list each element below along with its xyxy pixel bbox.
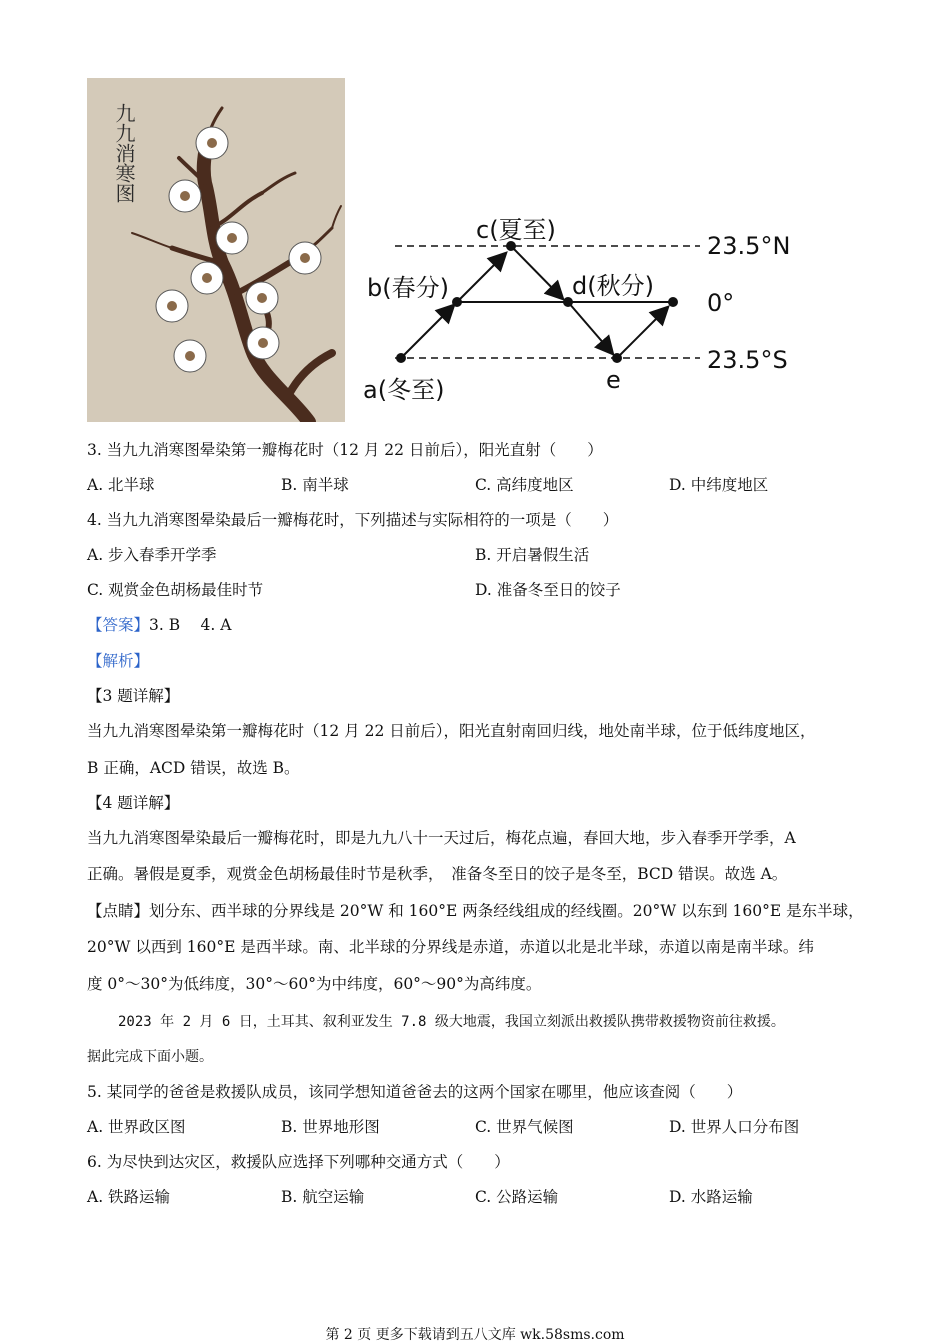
tip-line-1: 【点睛】划分东、西半球的分界线是 20°W 和 160°E 两条经线组成的经线圈。20°W 以东到 160°E 是东半球， <box>87 902 864 920</box>
q4-option-c: C. 观赏金色胡杨最佳时节 <box>87 581 264 599</box>
q4-option-d: D. 准备冬至日的饺子 <box>475 581 621 599</box>
q6-stem: 6. 为尽快到达灾区，救援队应选择下列哪种交通方式（ ） <box>87 1153 510 1171</box>
q5-stem: 5. 某同学的爸爸是救援队成员，该同学想知道爸爸去的这两个国家在哪里，他应该查阅（ ） <box>87 1083 743 1101</box>
q3-stem: 3. 当九九消寒图晕染第一瓣梅花时（12 月 22 日前后），阳光直射（ ） <box>87 441 603 459</box>
q5-option-c: C. 世界气候图 <box>475 1118 574 1136</box>
label-c: c(夏至) <box>476 216 556 244</box>
answer-text: 3. B 4. A <box>149 616 232 634</box>
q3-option-a: A. 北半球 <box>87 476 155 494</box>
answer-line <box>87 615 231 635</box>
label-b: b(春分) <box>367 274 449 302</box>
painting-title: 九九消寒图 <box>112 103 136 203</box>
detail-4-line-1: 当九九消寒图晕染最后一瓣梅花时，即是九九八十一天过后，梅花点遍，春回大地，步入春季开学季，A <box>87 829 796 847</box>
label-23-5-s: 23.5°S <box>707 346 788 374</box>
detail-3-title: 【3 题详解】 <box>87 687 180 705</box>
q5-option-b: B. 世界地形图 <box>281 1118 380 1136</box>
analysis-label: 【解析】 <box>87 652 150 670</box>
tip-line-2: 20°W 以西到 160°E 是西半球。南、北半球的分界线是赤道，赤道以北是北半球，赤道以南是南半球。纬 <box>87 938 814 956</box>
q4-option-a: A. 步入春季开学季 <box>87 546 217 564</box>
answer-label: 【答案】 <box>87 616 150 634</box>
point-b <box>452 297 462 307</box>
q3-option-c: C. 高纬度地区 <box>475 476 574 494</box>
detail-4-line-2: 正确。暑假是夏季，观赏金色胡杨最佳时节是秋季， 准备冬至日的饺子是冬至，BCD 错误。故选 A。 <box>87 865 788 883</box>
q6-option-b: B. 航空运输 <box>281 1188 365 1206</box>
q5-option-a: A. 世界政区图 <box>87 1118 186 1136</box>
q6-option-d: D. 水路运输 <box>669 1188 753 1206</box>
q4-option-b: B. 开启暑假生活 <box>475 546 590 564</box>
material-line-2: 据此完成下面小题。 <box>87 1049 213 1065</box>
label-d: d(秋分) <box>572 272 654 300</box>
point-e <box>612 353 622 363</box>
q6-option-c: C. 公路运输 <box>475 1188 559 1206</box>
plum-blossom-painting <box>87 78 345 422</box>
point-end <box>668 297 678 307</box>
detail-4-title: 【4 题详解】 <box>87 794 180 812</box>
label-e: e <box>606 366 621 394</box>
solar-migration-diagram <box>355 200 805 415</box>
q6-option-a: A. 铁路运输 <box>87 1188 171 1206</box>
label-23-5-n: 23.5°N <box>707 232 791 260</box>
q5-option-d: D. 世界人口分布图 <box>669 1118 800 1136</box>
detail-3-line-2: B 正确，ACD 错误，故选 B。 <box>87 759 300 777</box>
detail-3-line-1: 当九九消寒图晕染第一瓣梅花时（12 月 22 日前后），阳光直射南回归线，地处南半球，位于低纬度地区， <box>87 722 816 740</box>
page-footer: 第 2 页 更多下载请到五八文库 wk.58sms.com <box>325 1327 625 1343</box>
tip-line-3: 度 0°～30°为低纬度，30°～60°为中纬度，60°～90°为高纬度。 <box>87 975 542 993</box>
q4-stem: 4. 当九九消寒图晕染最后一瓣梅花时，下列描述与实际相符的一项是（ ） <box>87 511 619 529</box>
material-line-1: 2023 年 2 月 6 日，土耳其、叙利亚发生 7.8 级大地震，我国立刻派出救援队携带救援物资前往救援。 <box>118 1014 785 1030</box>
label-a: a(冬至) <box>363 376 445 404</box>
label-equator: 0° <box>707 289 735 317</box>
q3-option-d: D. 中纬度地区 <box>669 476 769 494</box>
point-a <box>396 353 406 363</box>
q3-option-b: B. 南半球 <box>281 476 349 494</box>
